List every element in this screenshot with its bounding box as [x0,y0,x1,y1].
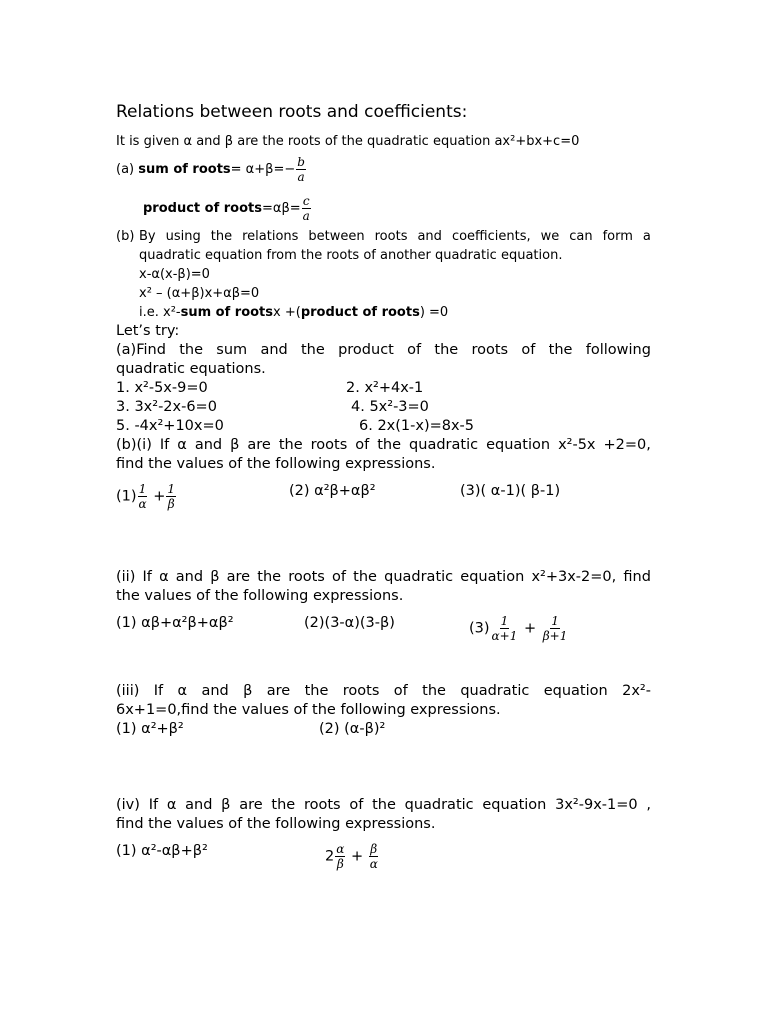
word: By [139,229,156,244]
word: are [226,569,251,585]
word: of [393,683,408,699]
word: equation [482,797,547,813]
word: a [642,229,651,244]
fraction-denominator: β+1 [542,629,568,643]
sum-of-roots-line [116,155,307,184]
fraction [166,482,176,511]
word: (b)(i) [116,437,152,453]
word: 2x²- [622,683,651,699]
word: and [175,569,204,585]
word: quadratic [384,569,454,585]
fraction-numerator: b [297,155,305,169]
word: equation [486,437,551,453]
equation-item: 3. 3x²-2x-6=0 [116,399,217,415]
fraction-denominator: α+1 [491,629,518,643]
product-of-roots-line [143,194,312,223]
word: relations [242,229,299,244]
bii-line1 [116,568,651,586]
word: are [266,683,291,699]
eq3-part-a: i.e. x²- [139,305,181,320]
word: β [243,683,253,699]
word: and [260,342,288,358]
word: of [332,569,346,585]
word: coefficients, [451,229,531,244]
word: the [548,342,573,358]
fraction [491,614,519,643]
lets-try-heading: Let’s try: [116,323,180,339]
plus-sign: + [153,488,166,505]
word: the [278,437,303,453]
word: the [434,342,459,358]
word: the [179,342,203,358]
word: (iv) [116,797,140,813]
word: α [159,569,169,585]
equation-item: 4. 5x²-3=0 [351,399,429,415]
fraction [542,614,569,643]
word: can [569,229,593,244]
fraction-denominator: α [369,857,378,871]
eq3-sum-label: sum of roots [180,305,274,320]
word: roots [471,342,509,358]
fraction [369,842,379,871]
expr-prefix: (1) [116,488,137,505]
word: roots [374,229,408,244]
product-equation: =αβ= [262,201,301,216]
biii-expression-2: (2) (α-β)² [319,721,386,737]
word: of [521,342,536,358]
fraction-numerator: 1 [138,482,147,496]
biv-line1 [116,796,651,814]
word: and [417,229,442,244]
find-line1 [116,341,651,359]
part-b-marker: (b) [116,229,135,244]
eq3-product-label: product of roots [300,305,420,320]
eq3-part-c: ) =0 [419,305,449,320]
word: roots [288,569,325,585]
word: +2=0, [603,437,651,453]
bi-line1 [116,436,651,454]
word: the [257,569,282,585]
word: the [304,683,329,699]
biv-expression-2 [325,842,380,871]
find-line2: quadratic equations. [116,361,266,377]
fraction [335,842,345,871]
word: and [201,683,229,699]
word: and [194,437,223,453]
word: roots [303,797,341,813]
word: quadratic [409,437,479,453]
biii-expression-1: (1) α²+β² [116,721,184,737]
word: the [271,797,296,813]
word: of [407,342,422,358]
word: quadratic [460,683,530,699]
fraction-numerator: c [302,194,310,208]
fraction-numerator: β [370,842,378,856]
product-label: product of roots [143,201,262,216]
word: we [540,229,560,244]
plus-sign: + [350,848,364,865]
word: α [166,797,177,813]
word: α [177,437,187,453]
eq3-part-b: x +( [273,305,301,320]
bii-expression-3 [469,614,569,643]
fraction-denominator: a [302,209,310,223]
bi-expression-2: (2) α²β+αβ² [289,483,376,499]
word: roots [310,437,348,453]
bi-expression-1 [116,482,177,511]
biv-expression-1: (1) α²-αβ+β² [116,843,208,859]
word: (a)Find [116,342,166,358]
sum-prefix: (a) [116,162,139,177]
word: If [159,437,170,453]
fraction-denominator: β [167,497,175,511]
product-fraction [302,194,311,223]
word: form [602,229,633,244]
sum-equation: = α+β=− [230,162,296,177]
word: the [372,797,396,813]
fraction-numerator: 1 [551,614,559,628]
part-b-line1 [139,228,651,246]
word: are [239,797,263,813]
word: β [221,797,231,813]
word: sum [216,342,248,358]
word: roots [342,683,380,699]
word: , [646,797,651,813]
biv-line2: find the values of the following expressions. [116,816,436,832]
fraction-denominator: α [138,497,147,511]
word: of [349,797,364,813]
word: using [165,229,201,244]
biii-line1 [116,682,651,700]
word: x²-5x [558,437,596,453]
sum-label: sum of roots [138,162,231,177]
sum-fraction [296,155,306,184]
word: (ii) [116,569,136,585]
part-b-eq2: x² – (α+β)x+αβ=0 [139,286,260,301]
fraction-numerator: 1 [500,614,509,628]
fraction-numerator: 1 [167,482,176,496]
word: If [153,683,164,699]
fraction-denominator: a [297,170,305,184]
expr-prefix: 2 [325,848,335,865]
word: x²+3x-2=0, [531,569,617,585]
word: (iii) [116,683,140,699]
plus-sign: + [523,620,537,637]
fraction-denominator: β [336,857,344,871]
equation-item: 1. x²-5x-9=0 [116,380,208,396]
biii-line2: 6x+1=0,find the values of the following expressions. [116,702,501,718]
word: of [355,437,370,453]
word: equation [543,683,608,699]
equation-item: 5. -4x²+10x=0 [116,418,224,434]
part-b-line2: quadratic equation from the roots of another quadratic equation. [139,248,563,263]
part-b-eq1: x-α(x-β)=0 [139,267,210,282]
word: product [338,342,394,358]
word: the [210,229,233,244]
word: 3x²-9x-1=0 [555,797,638,813]
word: equation [460,569,525,585]
word: β [230,437,240,453]
word: If [148,797,159,813]
word: β [210,569,220,585]
bii-expression-2: (2)(3-α)(3-β) [304,615,395,631]
page-title: Relations between roots and coefficients: [116,102,468,122]
bi-line2: find the values of the following expressions. [116,456,436,472]
word: the [422,683,446,699]
word: the [377,437,402,453]
equation-item: 2. x²+4x-1 [346,380,424,396]
intro-text: It is given α and β are the roots of the quadratic equation ax²+bx+c=0 [116,134,580,149]
word: If [142,569,152,585]
word: the [353,569,377,585]
word: following [585,342,651,358]
bii-expression-1: (1) αβ+α²β+αβ² [116,615,234,631]
equation-item: 6. 2x(1-x)=8x-5 [359,418,475,434]
bii-line2: the values of the following expressions. [116,588,404,604]
word: α [177,683,188,699]
word: the [301,342,325,358]
expr-prefix: (3) [469,620,490,637]
word: are [247,437,271,453]
word: and [185,797,213,813]
fraction [138,482,148,511]
part-b-eq3 [139,304,448,322]
word: between [308,229,365,244]
word: quadratic [404,797,474,813]
word: find [623,569,651,585]
bi-expression-3: (3)( α-1)( β-1) [460,483,561,499]
fraction-numerator: α [336,842,345,856]
